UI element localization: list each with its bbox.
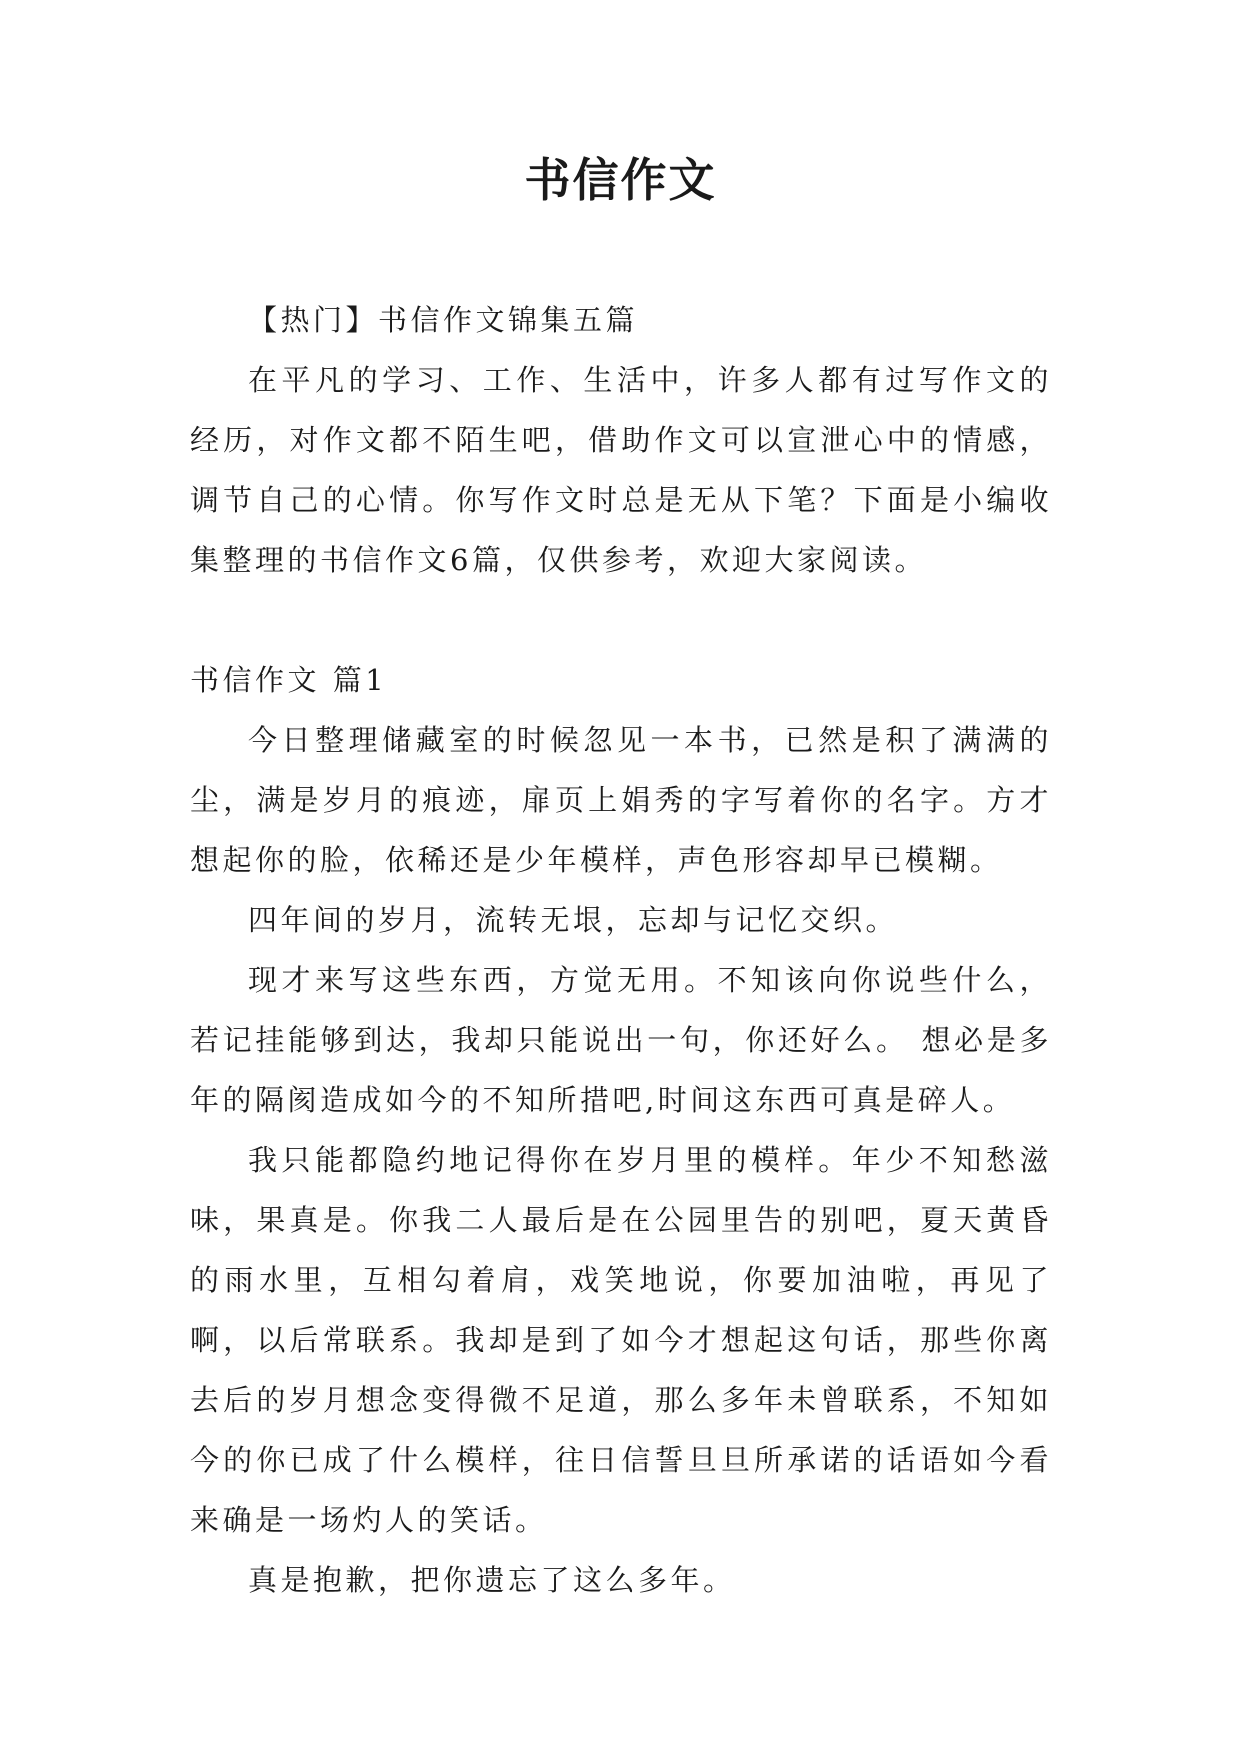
body-paragraph: 四年间的岁月，流转无垠，忘却与记忆交织。: [248, 903, 899, 937]
document-body: [190, 290, 1052, 1610]
body-paragraph: 现才来写这些东西，方觉无用。不知该向你说些什么，若记挂能够到达，我却只能说出一句，你还好么。 想必是多年的隔阂造成如今的不知所措吧,时间这东西可真是碎人。: [190, 963, 1052, 1117]
body-paragraph: 真是抱歉，把你遗忘了这么多年。: [248, 1563, 736, 1597]
body-paragraph: 今日整理储藏室的时候忽见一本书，已然是积了满满的尘，满是岁月的痕迹，扉页上娟秀的字写着你的名字。方才想起你的脸，依稀还是少年模样，声色形容却早已模糊。: [190, 723, 1052, 877]
body-paragraph: 我只能都隐约地记得你在岁月里的模样。年少不知愁滋味，果真是。你我二人最后是在公园里告的别吧，夏天黄昏的雨水里，互相勾着肩，戏笑地说，你要加油啦，再见了啊，以后常联系。我却是到了如今才想起这句话，那些你离去后的岁月想念变得微不足道，那么多年未曾联系，不知如今的你已成了什么模样，往日信誓旦旦所承诺的话语如今看来确是一场灼人的笑话。: [190, 1143, 1052, 1537]
intro-paragraph: 在平凡的学习、工作、生活中，许多人都有过写作文的经历，对作文都不陌生吧，借助作文可以宣泄心中的情感，调节自己的心情。你写作文时总是无从下笔？下面是小编收集整理的书信作文6篇，仅供参考，欢迎大家阅读。: [190, 363, 1052, 577]
subtitle: 【热门】书信作文锦集五篇: [248, 303, 639, 337]
document-title: 书信作文: [524, 153, 717, 207]
section-heading: 书信作文 篇1: [190, 663, 388, 697]
